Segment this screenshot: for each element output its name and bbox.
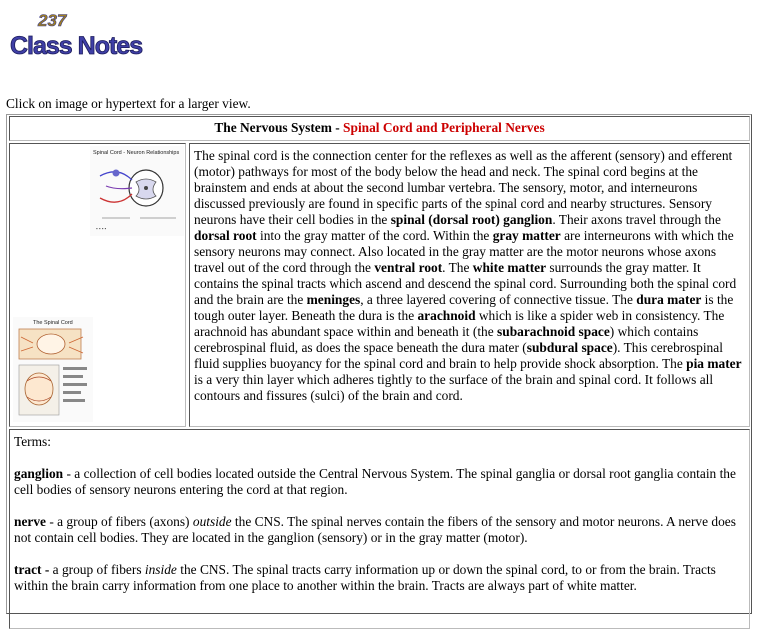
term-pia-mater: pia mater	[686, 356, 742, 371]
term-dorsal-root: dorsal root	[194, 228, 257, 243]
term-white-matter: white matter	[472, 260, 547, 275]
body-text: . Their axons travel through the	[552, 212, 721, 227]
spinal-cord-meninges-diagram[interactable]	[13, 317, 93, 422]
term-nerve-entry	[14, 514, 745, 546]
section-title	[9, 116, 750, 141]
diagram-caption: Spinal Cord - Neuron Relationships	[93, 150, 180, 156]
term-label: ganglion	[14, 466, 64, 481]
term-spinal-ganglion: spinal (dorsal root) ganglion	[390, 212, 553, 227]
body-text: is the tough outer layer. Beneath the dura is the	[194, 292, 734, 323]
term-emphasis: inside	[144, 562, 177, 577]
term-definition: - a collection of cell bodies located outside the Central Nervous System. The spinal ganglia or dorsal root ganglia contain the cell bodies of sensory neurons entering the cord at that region.	[14, 466, 736, 497]
body-text: ). This cerebrospinal fluid supplies buoyancy for the spinal cord and brain to help provide shock absorption. The	[194, 340, 723, 371]
term-ganglion-entry	[14, 466, 745, 498]
term-ventral-root: ventral root	[374, 260, 443, 275]
body-text: are interneurons with which the sensory neurons may connect. Also located in the gray matter are the motor neurons whose axons travel out of the cord through the	[194, 228, 734, 275]
terms-heading: Terms:	[14, 434, 51, 449]
term-definition: the CNS. The spinal tracts carry information up or down the spinal cord, to or from the brain. Tracts within the brain carry information from one place to another within the brain. Tracts are always part of white matter.	[14, 562, 716, 593]
terms-section	[9, 429, 750, 629]
svg-text:▪ ▪ ▪ ▪: ▪ ▪ ▪ ▪	[96, 226, 107, 231]
diagram2-caption: The Spinal Cord	[33, 320, 73, 326]
body-text: , a three layered covering of connective tissue. The	[360, 292, 637, 307]
spinal-cord-neuron-diagram[interactable]	[90, 146, 184, 236]
term-tract-entry	[14, 562, 745, 594]
body-text: is a very thin layer which adheres tightly to the surface of the brain and spinal cord. It follows all contours and fissures (sulci) of the brain and cord.	[194, 372, 714, 403]
term-subdural-space: subdural space	[526, 340, 613, 355]
body-text: . The	[442, 260, 473, 275]
term-gray-matter: gray matter	[492, 228, 561, 243]
class-notes-logo	[8, 6, 143, 66]
term-arachnoid: arachnoid	[417, 308, 476, 323]
body-text: ) which contains cerebrospinal fluid, as does the space beneath the dura mater (	[194, 324, 699, 355]
body-text: surrounds the gray matter. It contains the spinal tracts which ascend and descend the spinal cord. Surrounding both the spinal cord and the brain are the	[194, 260, 737, 307]
term-label: nerve	[14, 514, 46, 529]
term-dura-mater: dura mater	[636, 292, 702, 307]
term-definition: the CNS. The spinal nerves contain the fibers of the sensory and motor neurons. A nerve does not contain cell bodies. They are located in the ganglion (sensory) or in the gray matter (motor).	[14, 514, 736, 545]
term-label: tract -	[14, 562, 50, 577]
term-emphasis: outside	[192, 514, 232, 529]
term-definition: a group of fibers	[49, 562, 145, 577]
title-link[interactable]: Spinal Cord and Peripheral Nerves	[343, 120, 545, 135]
title-prefix: The Nervous System -	[214, 120, 344, 135]
spinal-cord-description	[189, 143, 750, 427]
body-text: The spinal cord is the connection center for the reflexes as well as the afferent (sensory) and efferent (motor) pathways for most of the body below the head and neck. The spinal cord begins at the brainstem and ends at about the second lumbar vertebra. The sensory, motor, and interneurons discussed previously are found in specific parts of the spinal cord and nearby structures. Sensory neurons have their cell bodies in the	[194, 148, 733, 227]
logo-text: Class Notes	[10, 32, 143, 60]
body-text: which is like a spider web in consistency. The arachnoid has abundant space within and beneath it (the	[194, 308, 725, 339]
body-text: into the gray matter of the cord. Within the	[256, 228, 493, 243]
term-meninges: meninges	[306, 292, 361, 307]
term-definition: - a group of fibers (axons)	[45, 514, 193, 529]
term-subarachnoid-space: subarachnoid space	[497, 324, 610, 339]
instruction-text: Click on image or hypertext for a larger view.	[6, 96, 251, 111]
logo-number: 237	[38, 11, 67, 30]
